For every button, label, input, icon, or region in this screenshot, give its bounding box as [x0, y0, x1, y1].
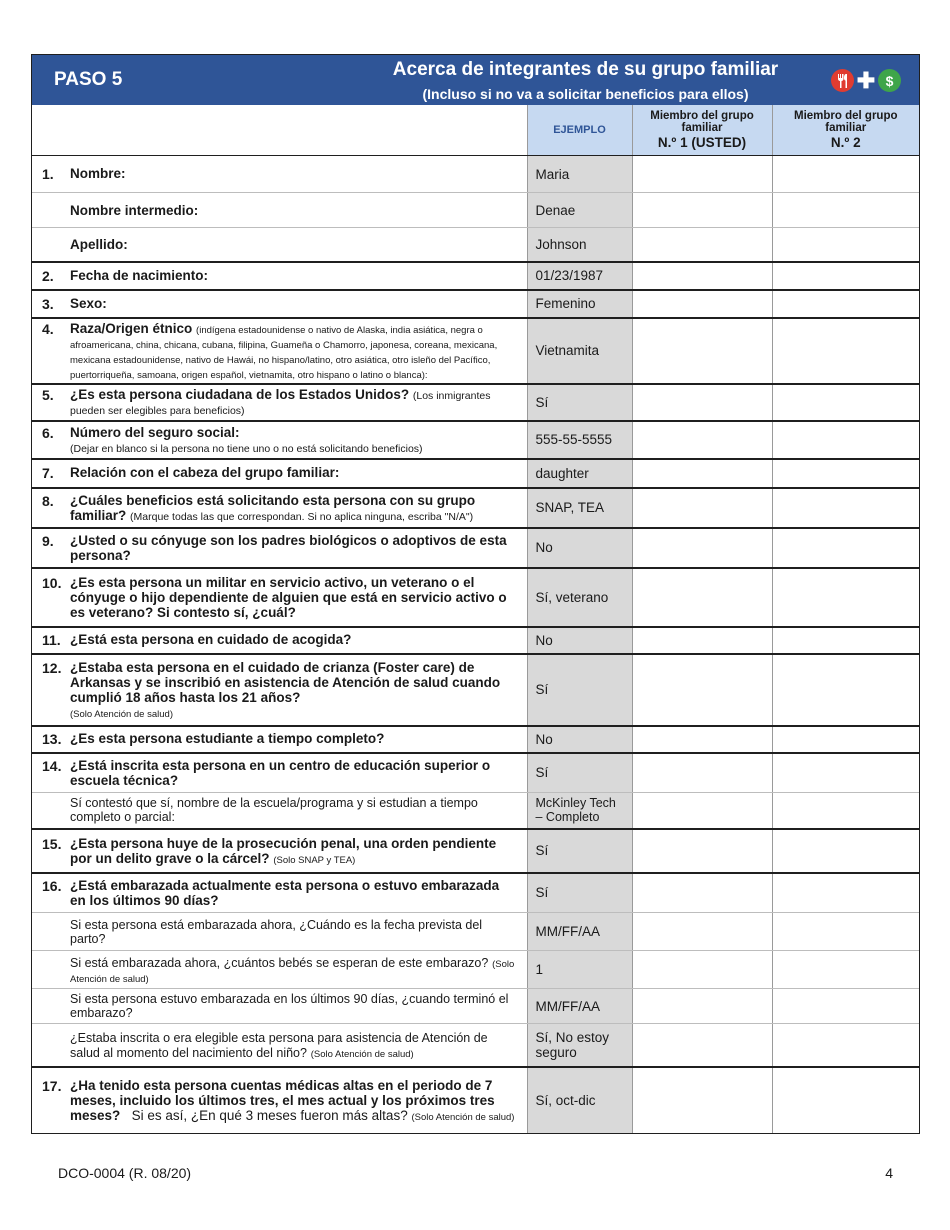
member2-input-cell[interactable]: [772, 654, 919, 726]
question-cell: [32, 989, 527, 1024]
member2-input-cell[interactable]: [772, 793, 919, 829]
question-cell: [32, 228, 527, 262]
example-cell: 1: [527, 951, 632, 989]
section-subtitle: (Incluso si no va a solicitar beneficios para ellos): [422, 86, 749, 102]
question-label: Sexo:: [70, 295, 107, 311]
member2-input-cell[interactable]: [772, 421, 919, 459]
question-cell: [32, 726, 527, 753]
question-number: 17.: [42, 1077, 62, 1094]
member2-input-cell[interactable]: [772, 989, 919, 1024]
question-number: 1.: [42, 166, 54, 182]
question-number: 4.: [42, 320, 54, 337]
question-number: 3.: [42, 295, 54, 312]
question-label: ¿Estaba esta persona en el cuidado de crianza (Foster care) de Arkansas y se inscribió en asistencia de Atención de salud cuando cumplió 18 años hasta los 21 años?: [70, 659, 501, 705]
member2-input-cell[interactable]: [772, 488, 919, 528]
question-label: ¿Ha tenido esta persona cuentas médicas altas en el periodo de 7 meses, incluido los últimos tres, el mes actual y los próximos tres meses?: [70, 1077, 495, 1123]
example-cell: Sí, oct-dic: [527, 1067, 632, 1133]
row-q9: [32, 528, 919, 568]
row-q14: [32, 753, 919, 793]
example-cell: daughter: [527, 459, 632, 488]
question-label: ¿Esta persona huye de la prosecución penal, una orden pendiente por un delito grave o la cárcel?: [70, 835, 497, 866]
question-number: 7.: [42, 465, 54, 481]
example-cell: No: [527, 528, 632, 568]
row-q10: [32, 568, 919, 627]
row-q12: [32, 654, 919, 726]
member1-input-cell[interactable]: [632, 829, 772, 873]
row-q11: [32, 627, 919, 654]
member2-input-cell[interactable]: [772, 528, 919, 568]
member1-input-cell[interactable]: [632, 753, 772, 793]
example-cell: 01/23/1987: [527, 262, 632, 290]
member1-column-header: [632, 105, 772, 156]
question-label: Sí contestó que sí, nombre de la escuela/programa y si estudian a tiempo completo o parcial:: [70, 796, 478, 825]
member2-input-cell[interactable]: [772, 459, 919, 488]
header-blank-cell: [32, 105, 527, 156]
example-cell: Sí: [527, 873, 632, 913]
member1-input-cell[interactable]: [632, 528, 772, 568]
question-cell: [32, 528, 527, 568]
dollar-icon: $: [878, 69, 901, 92]
question-note: (Dejar en blanco si la persona no tiene uno o no está solicitando beneficios): [70, 442, 423, 455]
member2-input-cell[interactable]: [772, 228, 919, 262]
member2-input-cell[interactable]: [772, 262, 919, 290]
question-number: 16.: [42, 877, 62, 894]
member2-column-header: [772, 105, 919, 156]
member1-input-cell[interactable]: [632, 421, 772, 459]
example-cell: Maria: [527, 156, 632, 193]
question-cell: [32, 873, 527, 913]
member1-input-cell[interactable]: [632, 459, 772, 488]
question-label: Si esta persona estuvo embarazada en los últimos 90 días, ¿cuando terminó el embarazo?: [70, 992, 509, 1020]
member2-input-cell[interactable]: [772, 726, 919, 753]
question-cell: [32, 753, 527, 793]
member1-input-cell[interactable]: [632, 951, 772, 989]
row-q6: [32, 421, 919, 459]
member2-input-cell[interactable]: [772, 1024, 919, 1067]
question-label: Relación con el cabeza del grupo familiar:: [70, 465, 340, 480]
member2-header-line1: Miembro del grupo familiar: [794, 110, 898, 134]
step-banner: [32, 55, 919, 105]
member2-input-cell[interactable]: [772, 913, 919, 951]
question-label: Nombre:: [70, 166, 126, 181]
question-label: Apellido:: [70, 236, 128, 252]
question-label: Si está embarazada ahora, ¿cuántos bebés se esperan de este embarazo?: [70, 955, 489, 970]
step-label: PASO 5: [54, 69, 123, 90]
member1-input-cell[interactable]: [632, 793, 772, 829]
question-note: (Solo Atención de salud): [70, 708, 173, 720]
column-header-row: [32, 105, 919, 156]
program-icons: [831, 69, 901, 92]
question-number: 13.: [42, 731, 62, 747]
member2-header-line2: N.º 2: [830, 135, 861, 150]
row-q1-last-name: [32, 228, 919, 262]
question-sublabel: Si es así, ¿En qué 3 meses fueron más altas?: [131, 1107, 408, 1123]
form-step-5: [31, 54, 920, 1134]
member2-input-cell[interactable]: [772, 951, 919, 989]
member2-input-cell[interactable]: [772, 1067, 919, 1133]
member1-input-cell[interactable]: [632, 290, 772, 318]
member2-input-cell[interactable]: [772, 873, 919, 913]
example-cell: Sí, No estoy seguro: [527, 1024, 632, 1067]
question-cell: [32, 290, 527, 318]
member1-input-cell[interactable]: [632, 989, 772, 1024]
example-cell: 555-55-5555: [527, 421, 632, 459]
member1-input-cell[interactable]: [632, 627, 772, 654]
question-label: ¿Es esta persona un militar en servicio activo, un veterano o el cónyuge o hijo dependiente de alguien que está en servicio activo o es veterano? Si contesto sí, ¿cuál?: [70, 574, 507, 620]
question-cell: [32, 318, 527, 384]
example-cell: No: [527, 627, 632, 654]
member2-input-cell[interactable]: [772, 384, 919, 421]
question-number: 14.: [42, 757, 62, 774]
question-cell: [32, 568, 527, 627]
example-cell: Johnson: [527, 228, 632, 262]
question-cell: [32, 913, 527, 951]
question-number: 12.: [42, 659, 62, 676]
question-label: ¿Es esta persona ciudadana de los Estados Unidos?: [70, 387, 410, 402]
row-q1: [32, 156, 919, 193]
question-label: ¿Estaba inscrita o era elegible esta persona para asistencia de Atención de salud al momento del nacimiento del niño?: [70, 1030, 488, 1060]
question-note: (Los inmigrantes pueden ser elegibles para beneficios): [70, 390, 491, 417]
member1-input-cell[interactable]: [632, 156, 772, 193]
row-q16-eligibility: [32, 1024, 919, 1067]
row-q17: [32, 1067, 919, 1133]
question-cell: [32, 459, 527, 488]
example-cell: SNAP, TEA: [527, 488, 632, 528]
row-q14-school: [32, 793, 919, 829]
question-cell: [32, 262, 527, 290]
question-note: (Solo Atención de salud): [70, 958, 515, 985]
member2-input-cell[interactable]: [772, 753, 919, 793]
example-cell: No: [527, 726, 632, 753]
question-label: Si esta persona está embarazada ahora, ¿Cuándo es la fecha prevista del parto?: [70, 917, 483, 946]
example-cell: MM/FF/AA: [527, 913, 632, 951]
question-number: 5.: [42, 387, 54, 403]
member1-input-cell[interactable]: [632, 228, 772, 262]
row-q13: [32, 726, 919, 753]
section-title: Acerca de integrantes de su grupo familiar: [392, 59, 779, 80]
row-q2: [32, 262, 919, 290]
question-label: ¿Está inscrita esta persona en un centro de educación superior o escuela técnica?: [70, 757, 491, 788]
row-q16-babies: [32, 951, 919, 989]
member2-input-cell[interactable]: [772, 627, 919, 654]
row-q7: [32, 459, 919, 488]
question-number: 2.: [42, 267, 54, 284]
question-number: 8.: [42, 492, 54, 509]
row-q16: [32, 873, 919, 913]
example-cell: MM/FF/AA: [527, 989, 632, 1024]
question-note: (Solo Atención de salud): [310, 1048, 414, 1060]
member1-input-cell[interactable]: [632, 384, 772, 421]
example-column-header: EJEMPLO: [527, 105, 632, 156]
question-label: ¿Está embarazada actualmente esta persona o estuvo embarazada en los últimos 90 días?: [70, 877, 500, 908]
question-cell: [32, 156, 527, 193]
question-note: (Marque todas las que correspondan. Si no aplica ninguna, escriba "N/A"): [130, 510, 474, 523]
row-q16-due-date: [32, 913, 919, 951]
member1-input-cell[interactable]: [632, 726, 772, 753]
row-q15: [32, 829, 919, 873]
question-number: 11.: [42, 632, 61, 648]
question-label: Nombre intermedio:: [70, 202, 199, 218]
member2-input-cell[interactable]: [772, 829, 919, 873]
row-q4: [32, 318, 919, 384]
question-cell: [32, 1024, 527, 1067]
question-note: (Solo Atención de salud): [411, 1111, 515, 1123]
question-label: Fecha de nacimiento:: [70, 267, 209, 283]
example-cell: Vietnamita: [527, 318, 632, 384]
row-q5: [32, 384, 919, 421]
question-note: (indígena estadounidense o nativo de Alaska, india asiática, negra o afroamericana, china, chicana, cubana, filipina, Guameña o Chamorro, japonesa, coreana, mexicana, mexicana estadounidense, nativo de Hawái, no hispano/latino, otro asiática, otro isleño del Pacífico, puertorriqueña, samoana, origen español, vietnamita, otro hispano o latino o blanca):: [70, 324, 498, 381]
member1-input-cell[interactable]: [632, 193, 772, 228]
example-cell: Sí: [527, 654, 632, 726]
question-note: (Solo SNAP y TEA): [273, 854, 356, 866]
question-number: 6.: [42, 424, 54, 441]
member1-input-cell[interactable]: [632, 654, 772, 726]
member1-header-line2: N.º 1 (USTED): [657, 135, 747, 150]
question-cell: [32, 1067, 527, 1133]
question-label: ¿Está esta persona en cuidado de acogida?: [70, 632, 352, 647]
member1-input-cell[interactable]: [632, 568, 772, 627]
example-cell: Femenino: [527, 290, 632, 318]
row-q3: [32, 290, 919, 318]
question-number: 15.: [42, 835, 62, 852]
page-number: 4: [885, 1165, 893, 1181]
question-label: ¿Cuáles beneficios está solicitando esta persona con su grupo familiar?: [70, 492, 476, 523]
member2-input-cell[interactable]: [772, 318, 919, 384]
question-number: 9.: [42, 532, 54, 549]
row-q1-middle-name: [32, 193, 919, 228]
example-cell: McKinley Tech – Completo: [527, 793, 632, 829]
question-label: Número del seguro social:: [70, 424, 240, 440]
member1-input-cell[interactable]: [632, 1024, 772, 1067]
household-members-table: [32, 105, 919, 1133]
question-cell: [32, 793, 527, 829]
question-cell: [32, 951, 527, 989]
member1-input-cell[interactable]: [632, 262, 772, 290]
question-cell: [32, 384, 527, 421]
fork-knife-icon: [831, 69, 854, 92]
question-cell: [32, 193, 527, 228]
question-cell: [32, 627, 527, 654]
question-cell: [32, 488, 527, 528]
member1-input-cell[interactable]: [632, 873, 772, 913]
question-cell: [32, 654, 527, 726]
row-q16-end-date: [32, 989, 919, 1024]
question-label: ¿Usted o su cónyuge son los padres biológicos o adoptivos de esta persona?: [70, 532, 507, 563]
example-cell: Sí, veterano: [527, 568, 632, 627]
example-cell: Denae: [527, 193, 632, 228]
member1-header-line1: Miembro del grupo familiar: [650, 110, 754, 134]
member2-input-cell[interactable]: [772, 568, 919, 627]
member1-input-cell[interactable]: [632, 488, 772, 528]
member2-input-cell[interactable]: [772, 156, 919, 193]
question-label: ¿Es esta persona estudiante a tiempo completo?: [70, 731, 385, 746]
question-number: 10.: [42, 574, 62, 591]
member1-input-cell[interactable]: [632, 913, 772, 951]
plus-icon: ✚: [856, 67, 876, 93]
question-cell: [32, 421, 527, 459]
question-label: Raza/Origen étnico: [70, 320, 193, 336]
member2-input-cell[interactable]: [772, 290, 919, 318]
question-cell: [32, 829, 527, 873]
example-cell: Sí: [527, 384, 632, 421]
example-cell: Sí: [527, 829, 632, 873]
member2-input-cell[interactable]: [772, 193, 919, 228]
form-code: DCO-0004 (R. 08/20): [58, 1165, 192, 1181]
member1-input-cell[interactable]: [632, 318, 772, 384]
row-q8: [32, 488, 919, 528]
member1-input-cell[interactable]: [632, 1067, 772, 1133]
example-cell: Sí: [527, 753, 632, 793]
